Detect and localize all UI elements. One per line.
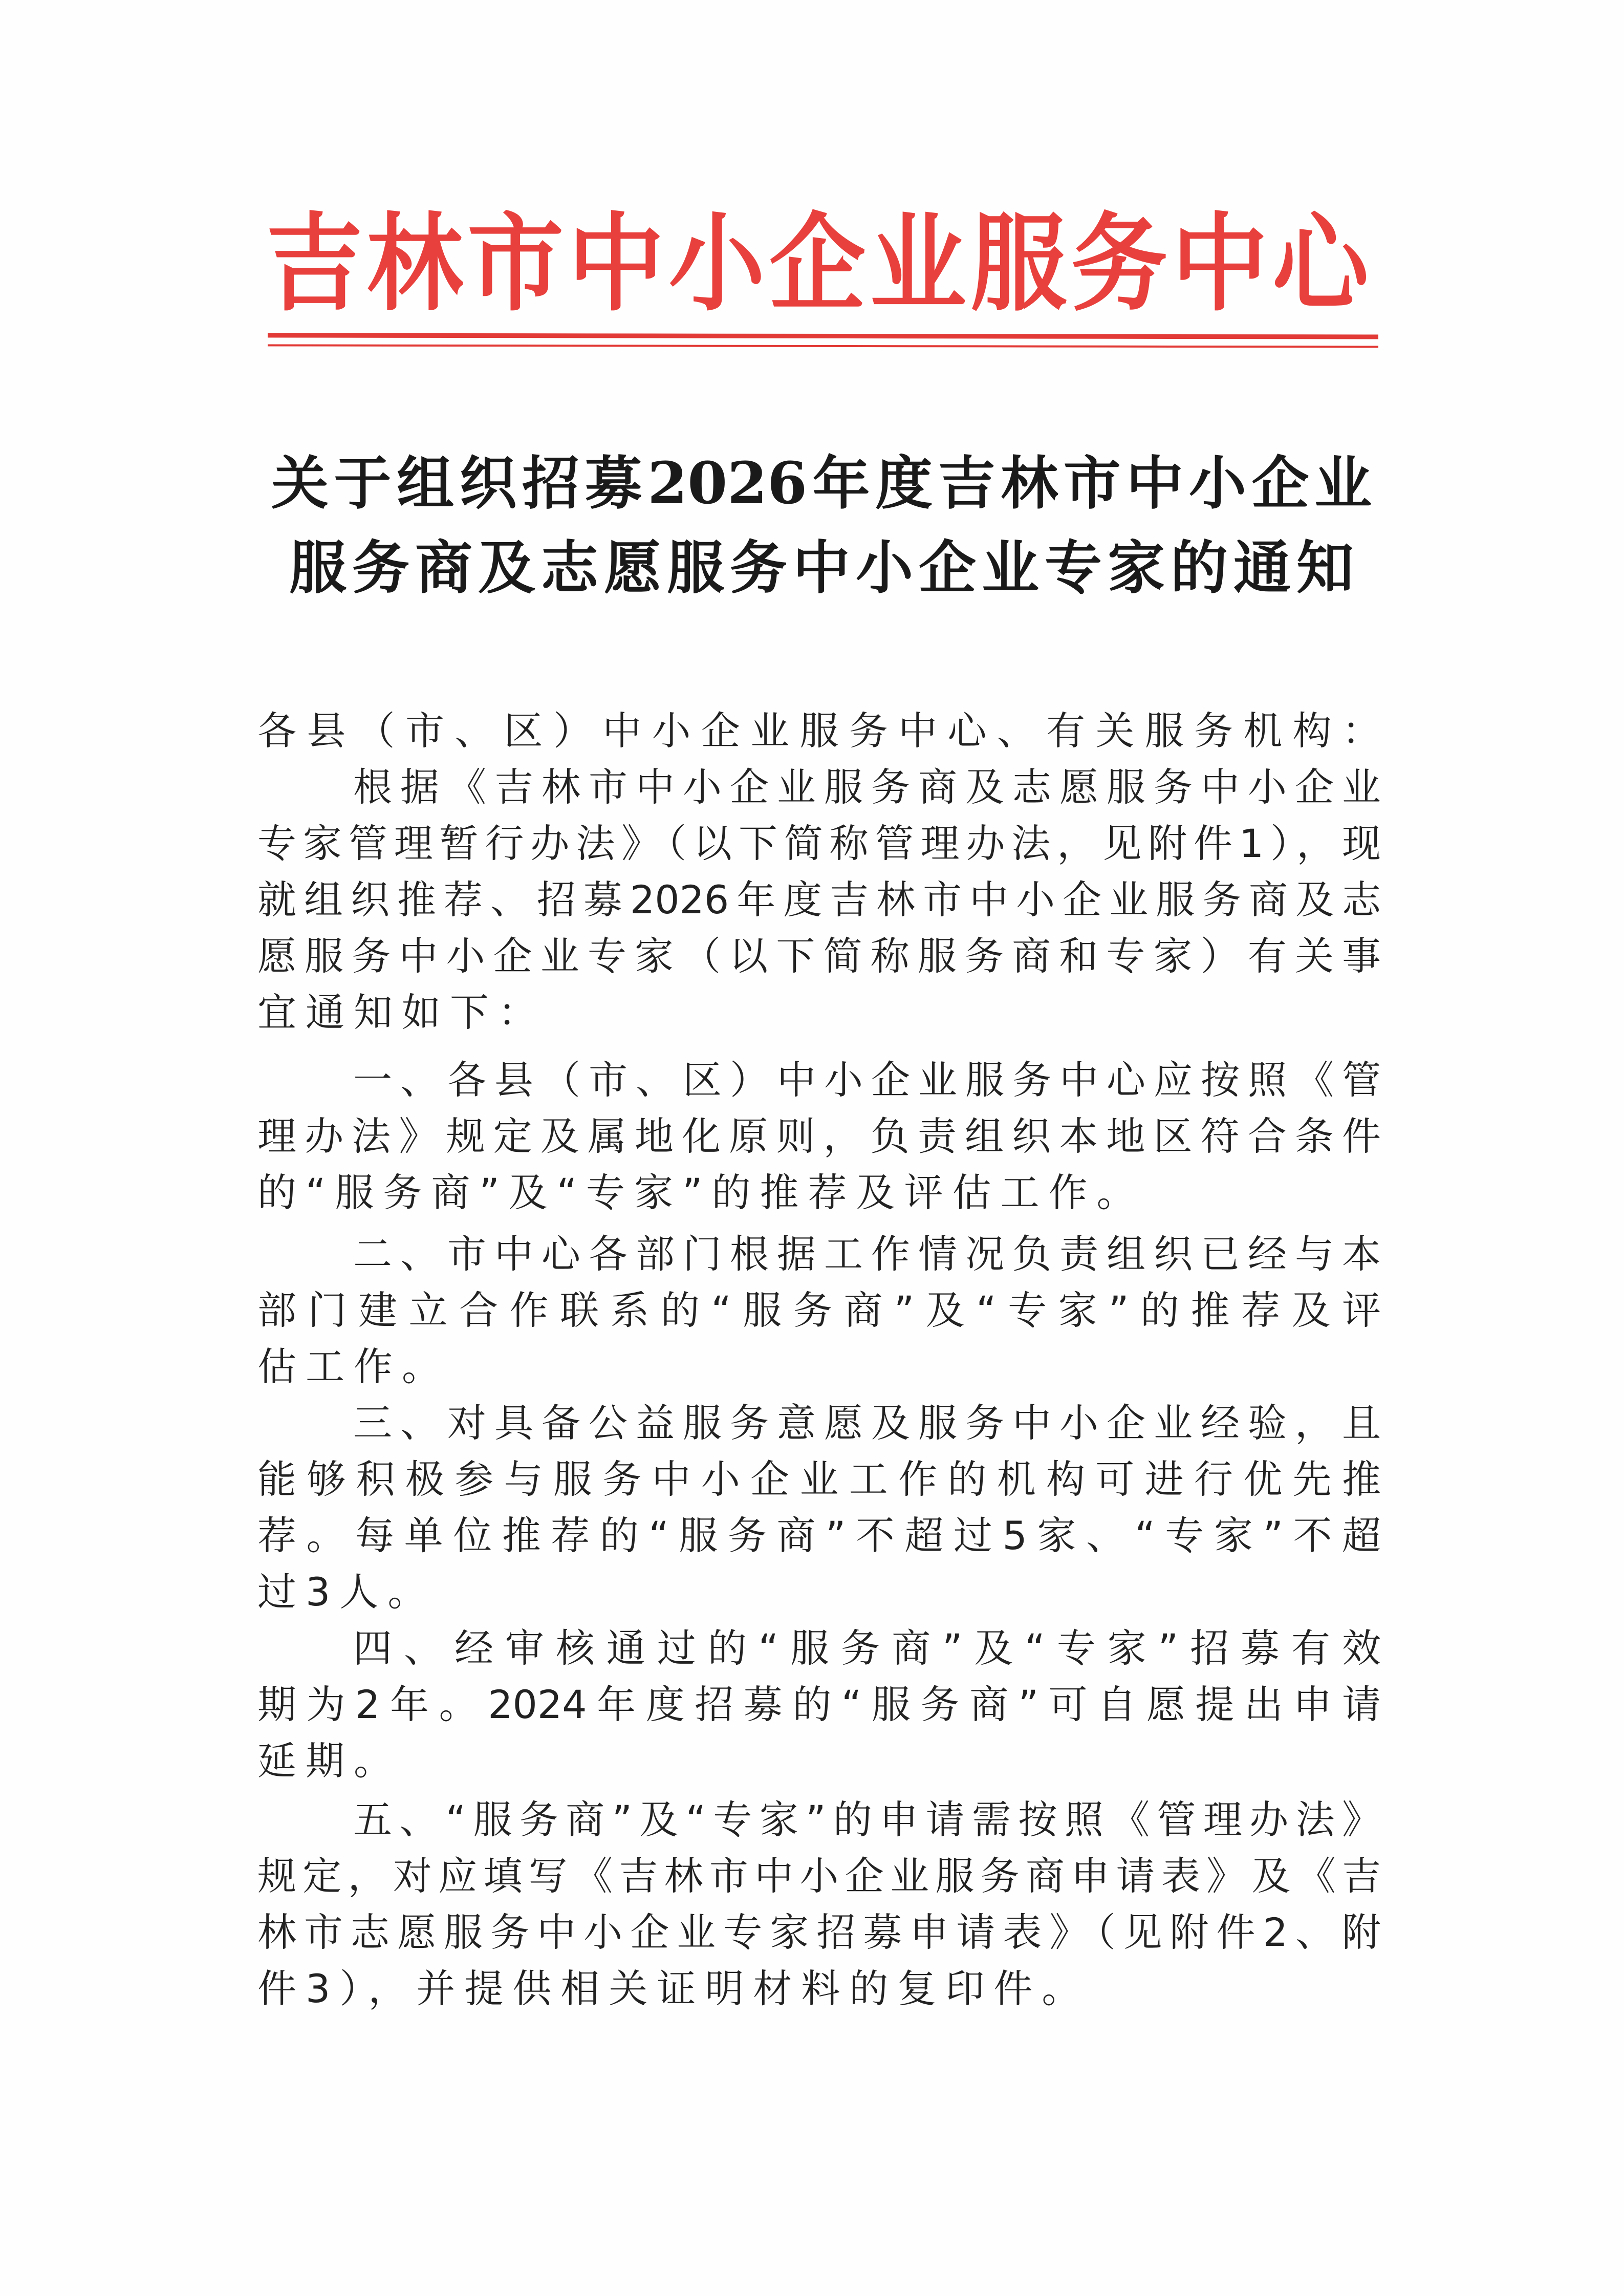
item-1-line: 的“服务商”及“专家”的推荐及评估工作。 [257,1170,1145,1215]
item-5-line: 规定，对应填写《吉林市中小企业服务商申请表》及《吉 [257,1853,1381,1899]
body-line: 宜通知如下： [257,990,546,1035]
item-3-line: 三、对具备公益服务意愿及服务中小企业经验，且 [353,1400,1381,1446]
item-4-line: 延期。 [257,1738,402,1784]
item-3-line: 荐。每单位推荐的“服务商”不超过5家、“专家”不超 [257,1513,1381,1558]
item-4-line: 期为2年。2024年度招募的“服务商”可自愿提出申请 [257,1682,1381,1727]
document-title-line-1: 关于组织招募2026年度吉林市中小企业 [271,450,1372,517]
item-5-line: 件3），并提供相关证明材料的复印件。 [257,1966,1090,2011]
header-rule-thick [268,333,1378,339]
item-5-line: 五、“服务商”及“专家”的申请需按照《管理办法》 [353,1797,1381,1842]
item-1-line: 理办法》规定及属地化原则，负责组织本地区符合条件 [257,1113,1381,1159]
item-2-line: 部门建立合作联系的“服务商”及“专家”的推荐及评 [257,1288,1381,1333]
item-3-line: 能够积极参与服务中小企业工作的机构可进行优先推 [257,1456,1381,1502]
body-line: 愿服务中小企业专家（以下简称服务商和专家）有关事 [257,933,1381,979]
item-3-line: 过3人。 [257,1569,436,1615]
item-5-line: 林市志愿服务中小企业专家招募申请表》（见附件2、附 [257,1909,1381,1955]
header-rule-thin [268,344,1378,348]
item-2-line: 估工作。 [257,1344,450,1389]
item-4-line: 四、经审核通过的“服务商”及“专家”招募有效 [353,1625,1381,1671]
salutation: 各县（市、区）中小企业服务中心、有关服务机构： [257,708,1381,754]
item-1-line: 一、各县（市、区）中小企业服务中心应按照《管 [353,1057,1381,1103]
item-2-line: 二、市中心各部门根据工作情况负责组织已经与本 [353,1231,1381,1277]
body-line: 专家管理暂行办法》（以下简称管理办法，见附件1），现 [257,821,1381,866]
body-line: 就组织推荐、招募2026年度吉林市中小企业服务商及志 [257,877,1381,922]
issuer-header: 吉林市中小企业服务中心 [266,201,1372,326]
body-line: 根据《吉林市中小企业服务商及志愿服务中小企业 [353,764,1381,810]
document-title-line-2: 服务商及志愿服务中小企业专家的通知 [289,534,1354,602]
